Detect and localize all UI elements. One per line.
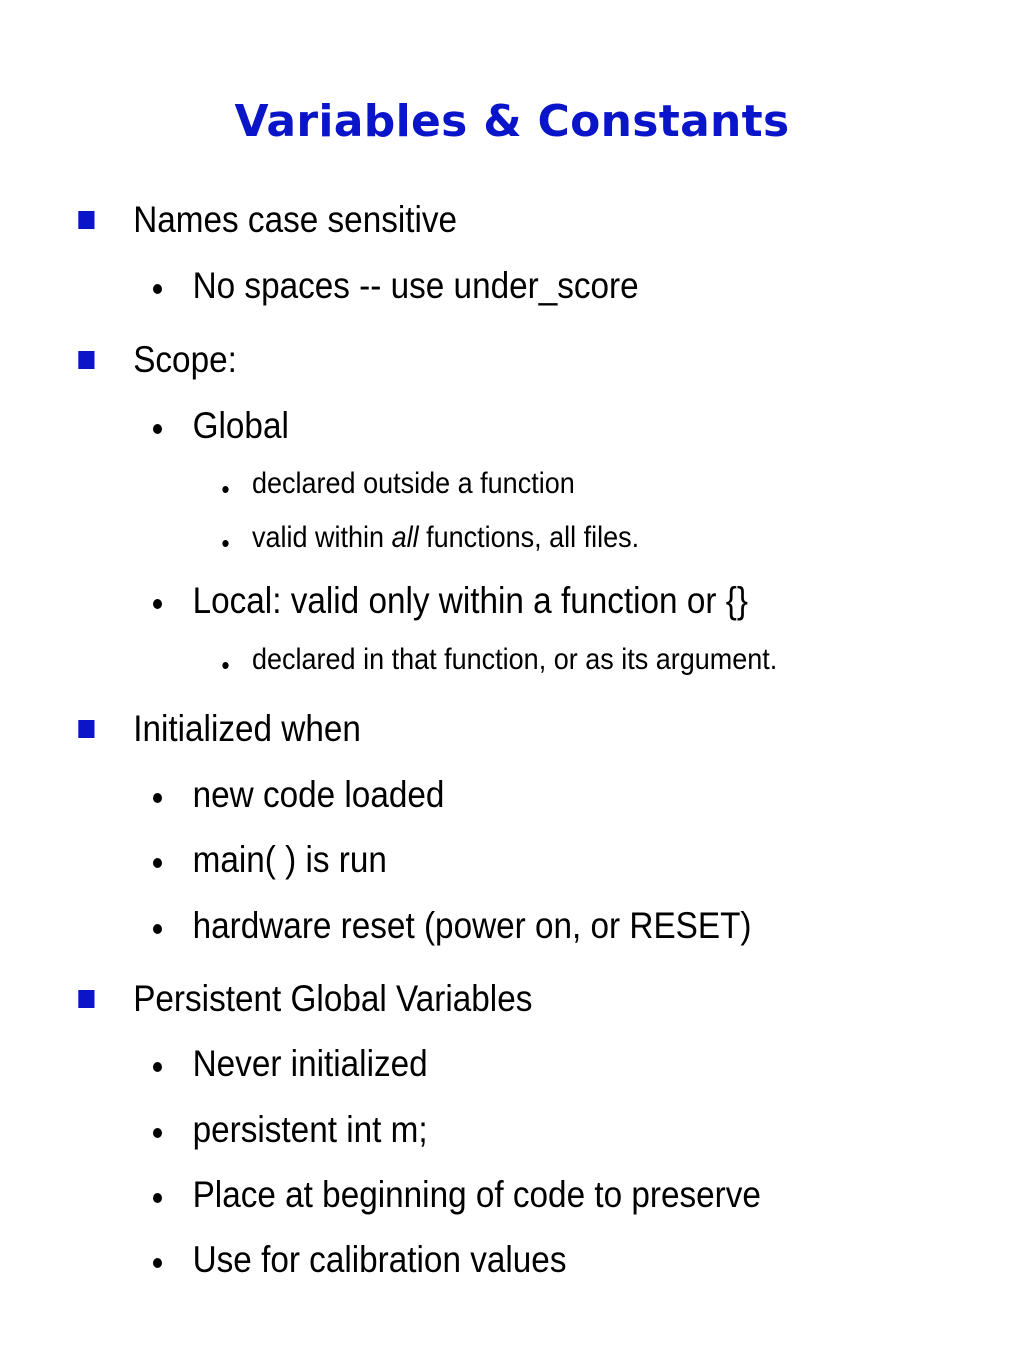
bullet-text [252, 520, 639, 556]
dot-bullet-icon: • [221, 650, 230, 680]
bullet-text: hardware reset (power on, or RESET) [192, 905, 752, 946]
bullet-text: Place at beginning of code to preserve [192, 1174, 761, 1215]
bullet-text: No spaces -- use under_score [192, 265, 639, 306]
bullet-text: Local: valid only within a function or {} [192, 580, 748, 621]
emphasis-all: all [391, 521, 419, 554]
square-bullet-icon [78, 351, 94, 369]
round-bullet-icon [153, 924, 162, 934]
round-bullet-icon [153, 424, 162, 434]
dot-bullet-icon: • [221, 474, 230, 504]
bullet-text: persistent int m; [192, 1109, 428, 1150]
bullet-text: main( ) is run [192, 839, 387, 880]
round-bullet-icon [153, 858, 162, 868]
bullet-text: Use for calibration values [192, 1239, 567, 1280]
bullet-text: Scope: [133, 339, 237, 380]
square-bullet-icon [78, 990, 94, 1008]
bullet-text: Initialized when [133, 708, 361, 749]
round-bullet-icon [153, 1128, 162, 1138]
bullet-text: Global [192, 405, 289, 446]
bullet-text: declared outside a function [252, 467, 575, 500]
dot-bullet-icon: • [221, 528, 230, 558]
slide-title: Variables & Constants [234, 96, 790, 147]
square-bullet-icon [78, 211, 94, 229]
round-bullet-icon [153, 284, 162, 294]
bullet-text: Persistent Global Variables [133, 978, 533, 1019]
round-bullet-icon [153, 793, 162, 803]
round-bullet-icon [153, 599, 162, 609]
round-bullet-icon [153, 1062, 162, 1072]
bullet-text: declared in that function, or as its argument. [252, 643, 778, 676]
bullet-text: Never initialized [192, 1043, 428, 1084]
round-bullet-icon [153, 1258, 162, 1268]
round-bullet-icon [153, 1193, 162, 1203]
bullet-text: new code loaded [192, 774, 445, 815]
bullet-text: Names case sensitive [133, 199, 458, 240]
bullet-text-part: valid within [252, 521, 392, 554]
bullet-text-part: functions, all files. [418, 521, 640, 554]
square-bullet-icon [78, 720, 94, 738]
